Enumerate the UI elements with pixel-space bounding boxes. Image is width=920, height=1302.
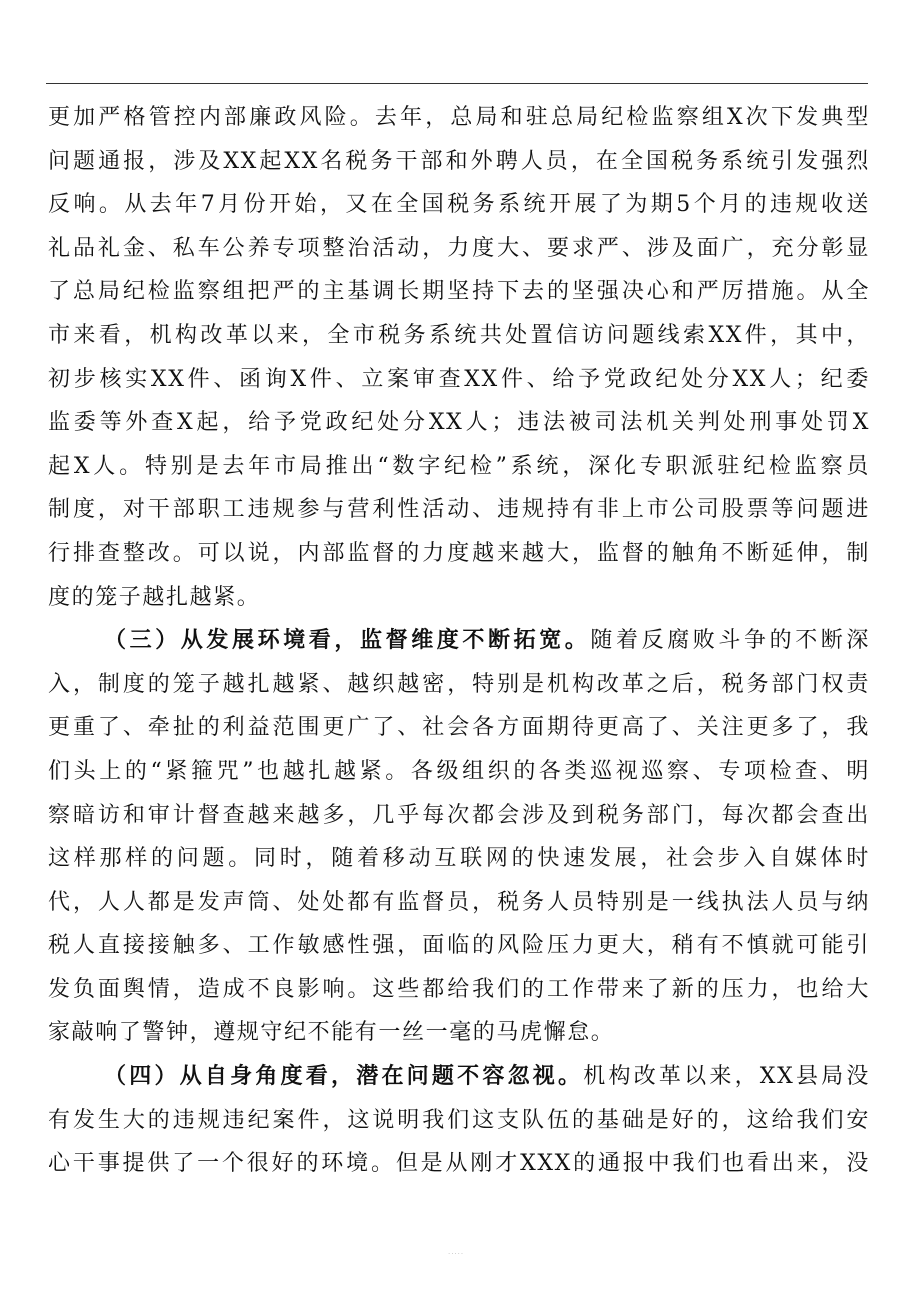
text-line: 起X人。特别是去年市局推出“数字纪检”系统，深化专职派驻纪检监察员 [48, 453, 870, 479]
text-line: 问题通报，涉及XX起XX名税务干部和外聘人员，在全国税务系统引发强烈 [48, 148, 870, 174]
text-line: 心干事提供了一个很好的环境。但是从刚才XXX的通报中我们也看出来，没 [48, 1151, 870, 1177]
document-body [48, 96, 870, 1186]
text-line: 税人直接接触多、工作敏感性强，面临的风险压力更大，稍有不慎就可能引 [48, 933, 870, 959]
paragraph-first-line [48, 1055, 870, 1099]
paragraph-first-line [48, 619, 870, 663]
paragraph-internal-supervision [48, 96, 870, 619]
text-line: 察暗访和审计督查越来越多，几乎每次都会涉及到税务部门，每次都会查出 [48, 802, 870, 828]
text-line: 市来看，机构改革以来，全市税务系统共处置信访问题线索XX件，其中， [48, 322, 870, 348]
text-line: 入，制度的笼子越扎越紧、越织越密，特别是机构改革之后，税务部门权责 [48, 671, 870, 697]
text-line: 这样那样的问题。同时，随着移动互联网的快速发展，社会步入自媒体时 [48, 846, 870, 872]
text-run: 机构改革以来，XX县局没 [583, 1064, 871, 1090]
text-line: 发负面舆情，造成不良影响。这些都给我们的工作带来了新的压力，也给大 [48, 976, 870, 1002]
section-heading-four: （四）从自身角度看，潜在问题不容忽视。 [104, 1063, 584, 1090]
text-line: 更重了、牵扯的利益范围更广了、社会各方面期待更高了、关注更多了，我 [48, 715, 870, 741]
page-footer-mark: ····· [448, 1250, 465, 1258]
text-line: 代，人人都是发声筒、处处都有监督员，税务人员特别是一线执法人员与纳 [48, 889, 870, 915]
text-line: 了总局纪检监察组把严的主基调长期坚持下去的坚强决心和严厉措施。从全 [48, 279, 870, 305]
header-rule [46, 83, 868, 84]
section-heading-three: （三）从发展环境看，监督维度不断拓宽。 [104, 627, 591, 654]
text-line: 制度，对干部职工违规参与营利性活动、违规持有非上市公司股票等问题进 [48, 497, 870, 523]
text-line: 度的笼子越扎越紧。 [48, 584, 261, 610]
text-line: 初步核实XX件、函询X件、立案审查XX件、给予党政纪处分XX人；纪委 [48, 366, 870, 392]
text-line: 监委等外查X起，给予党政纪处分XX人；违法被司法机关判处刑事处罚X [48, 410, 870, 436]
text-line: 礼品礼金、私车公养专项整治活动，力度大、要求严、涉及面广，充分彰显 [48, 235, 870, 261]
paragraph-self-perspective [48, 1055, 870, 1186]
text-line: 有发生大的违规违纪案件，这说明我们这支队伍的基础是好的，这给我们安 [48, 1107, 870, 1133]
text-line: 更加严格管控内部廉政风险。去年，总局和驻总局纪检监察组X次下发典型 [48, 105, 870, 130]
text-line: 反响。从去年7月份开始，又在全国税务系统开展了为期5个月的违规收送 [48, 192, 870, 218]
text-line: 行排查整改。可以说，内部监督的力度越来越大，监督的触角不断延伸，制 [48, 540, 870, 566]
text-line: 家敲响了警钟，遵规守纪不能有一丝一毫的马虎懈怠。 [48, 1020, 615, 1046]
text-run: 随着反腐败斗争的不断深 [590, 628, 871, 654]
text-line: 们头上的“紧箍咒”也越扎越紧。各级组织的各类巡视巡察、专项检查、明 [48, 758, 870, 784]
paragraph-development-environment [48, 619, 870, 1055]
